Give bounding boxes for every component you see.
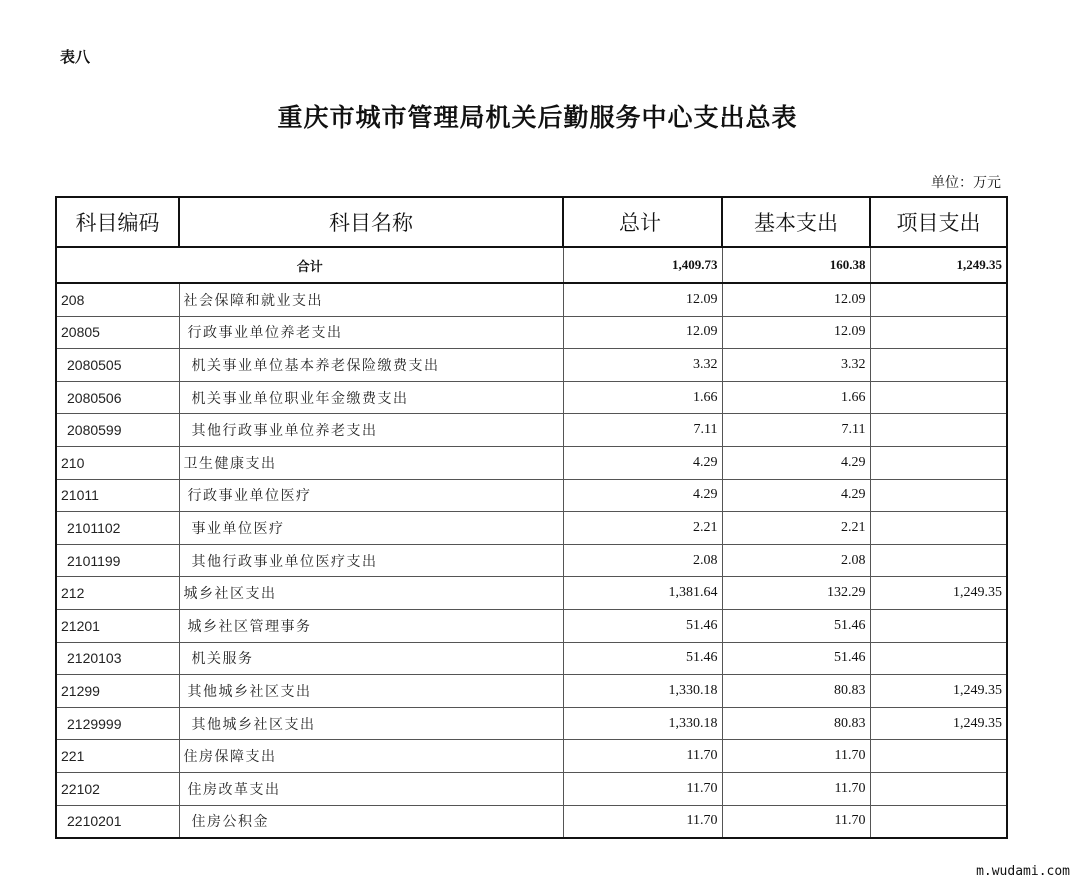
summary-basic: 160.38 — [722, 247, 870, 283]
row-name: 机关服务 — [179, 642, 563, 675]
row-code: 2101102 — [56, 512, 179, 545]
row-project — [870, 512, 1007, 545]
row-total: 3.32 — [563, 349, 722, 382]
row-code: 208 — [56, 283, 179, 316]
row-basic: 3.32 — [722, 349, 870, 382]
row-basic: 80.83 — [722, 707, 870, 740]
row-code: 21011 — [56, 479, 179, 512]
table-row — [56, 805, 1007, 838]
table-row — [56, 381, 1007, 414]
row-project — [870, 381, 1007, 414]
page-title: 重庆市城市管理局机关后勤服务中心支出总表 — [277, 103, 798, 132]
table-row — [56, 772, 1007, 805]
row-code: 2120103 — [56, 642, 179, 675]
row-code: 2101199 — [56, 544, 179, 577]
row-total: 1,330.18 — [563, 707, 722, 740]
summary-total: 1,409.73 — [563, 247, 722, 283]
row-code: 212 — [56, 577, 179, 610]
row-name: 其他行政事业单位养老支出 — [179, 414, 563, 447]
row-project: 1,249.35 — [870, 707, 1007, 740]
row-name: 其他城乡社区支出 — [179, 675, 563, 708]
row-basic: 80.83 — [722, 675, 870, 708]
row-project — [870, 349, 1007, 382]
row-name: 其他行政事业单位医疗支出 — [179, 544, 563, 577]
row-total: 2.21 — [563, 512, 722, 545]
row-total: 1,330.18 — [563, 675, 722, 708]
column-header-basic: 基本支出 — [722, 197, 870, 247]
row-total: 11.70 — [563, 805, 722, 838]
summary-label: 合计 — [56, 247, 563, 283]
row-project — [870, 740, 1007, 773]
summary-project: 1,249.35 — [870, 247, 1007, 283]
row-name: 卫生健康支出 — [179, 446, 563, 479]
row-project — [870, 544, 1007, 577]
row-basic: 11.70 — [722, 772, 870, 805]
row-code: 2080506 — [56, 381, 179, 414]
row-total: 12.09 — [563, 316, 722, 349]
row-total: 4.29 — [563, 479, 722, 512]
row-project — [870, 772, 1007, 805]
row-basic: 4.29 — [722, 446, 870, 479]
table-row — [56, 479, 1007, 512]
row-basic: 1.66 — [722, 381, 870, 414]
row-total: 2.08 — [563, 544, 722, 577]
row-project — [870, 316, 1007, 349]
row-total: 1,381.64 — [563, 577, 722, 610]
row-total: 12.09 — [563, 283, 722, 316]
column-header-name: 科目名称 — [179, 197, 563, 247]
row-name: 住房公积金 — [179, 805, 563, 838]
table-row — [56, 544, 1007, 577]
row-basic: 2.08 — [722, 544, 870, 577]
row-name: 行政事业单位养老支出 — [179, 316, 563, 349]
table-row — [56, 316, 1007, 349]
row-total: 7.11 — [563, 414, 722, 447]
row-name: 其他城乡社区支出 — [179, 707, 563, 740]
summary-row — [56, 247, 1007, 283]
row-code: 2210201 — [56, 805, 179, 838]
row-total: 51.46 — [563, 642, 722, 675]
table-row — [56, 577, 1007, 610]
table-row — [56, 675, 1007, 708]
row-project — [870, 446, 1007, 479]
row-total: 11.70 — [563, 772, 722, 805]
row-project — [870, 642, 1007, 675]
row-basic: 12.09 — [722, 283, 870, 316]
row-code: 210 — [56, 446, 179, 479]
expenditure-table — [55, 196, 1008, 839]
row-project — [870, 414, 1007, 447]
row-total: 4.29 — [563, 446, 722, 479]
row-code: 22102 — [56, 772, 179, 805]
row-basic: 51.46 — [722, 609, 870, 642]
row-name: 城乡社区管理事务 — [179, 609, 563, 642]
row-project: 1,249.35 — [870, 577, 1007, 610]
row-basic: 11.70 — [722, 740, 870, 773]
table-row — [56, 512, 1007, 545]
row-project — [870, 805, 1007, 838]
table-row — [56, 740, 1007, 773]
table-row — [56, 414, 1007, 447]
column-header-project: 项目支出 — [870, 197, 1007, 247]
row-code: 221 — [56, 740, 179, 773]
row-basic: 11.70 — [722, 805, 870, 838]
row-project: 1,249.35 — [870, 675, 1007, 708]
row-code: 2080505 — [56, 349, 179, 382]
row-basic: 132.29 — [722, 577, 870, 610]
row-code: 2129999 — [56, 707, 179, 740]
row-code: 20805 — [56, 316, 179, 349]
row-name: 事业单位医疗 — [179, 512, 563, 545]
row-basic: 2.21 — [722, 512, 870, 545]
row-total: 1.66 — [563, 381, 722, 414]
table-number-label: 表八 — [60, 48, 91, 66]
row-name: 机关事业单位基本养老保险缴费支出 — [179, 349, 563, 382]
table-row — [56, 609, 1007, 642]
row-name: 住房改革支出 — [179, 772, 563, 805]
row-code: 21299 — [56, 675, 179, 708]
unit-label: 单位：万元 — [931, 175, 1001, 191]
row-basic: 7.11 — [722, 414, 870, 447]
row-name: 机关事业单位职业年金缴费支出 — [179, 381, 563, 414]
row-basic: 4.29 — [722, 479, 870, 512]
row-code: 21201 — [56, 609, 179, 642]
column-header-code: 科目编码 — [56, 197, 179, 247]
row-project — [870, 609, 1007, 642]
row-total: 11.70 — [563, 740, 722, 773]
table-row — [56, 642, 1007, 675]
row-basic: 51.46 — [722, 642, 870, 675]
row-name: 行政事业单位医疗 — [179, 479, 563, 512]
row-name: 城乡社区支出 — [179, 577, 563, 610]
table-row — [56, 707, 1007, 740]
row-total: 51.46 — [563, 609, 722, 642]
row-code: 2080599 — [56, 414, 179, 447]
row-project — [870, 283, 1007, 316]
row-name: 住房保障支出 — [179, 740, 563, 773]
watermark-text: m.wudami.com — [976, 864, 1070, 879]
table-header-row — [56, 197, 1007, 247]
table-row — [56, 349, 1007, 382]
row-basic: 12.09 — [722, 316, 870, 349]
row-project — [870, 479, 1007, 512]
table-row — [56, 446, 1007, 479]
row-name: 社会保障和就业支出 — [179, 283, 563, 316]
column-header-total: 总计 — [563, 197, 722, 247]
table-row — [56, 283, 1007, 316]
